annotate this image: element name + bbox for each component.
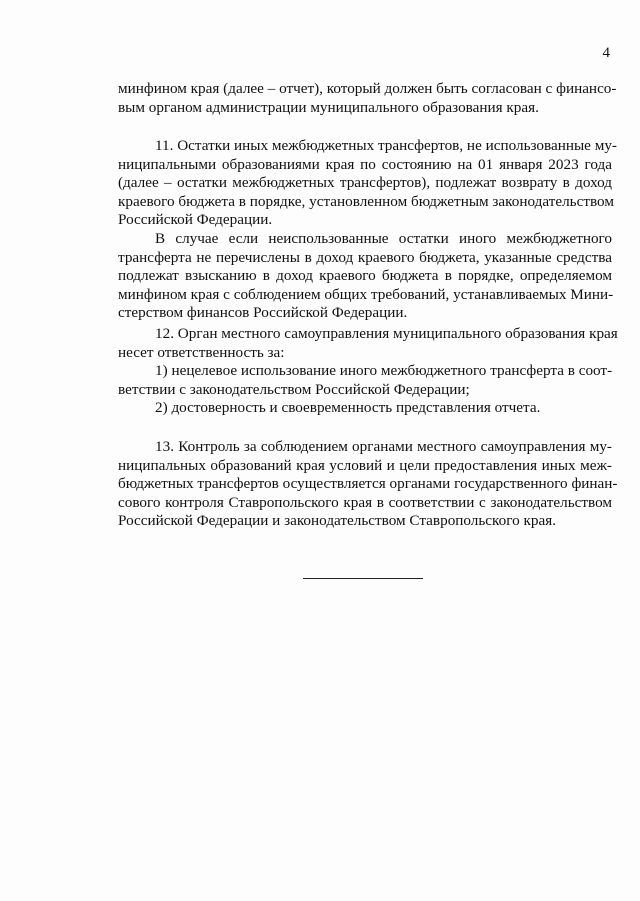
text-line: ниципальных образований края условий и цели предоставления иных меж- (118, 456, 612, 474)
text-line: несет ответственность за: (118, 343, 285, 361)
text-line: 11. Остатки иных межбюджетных трансфертов, не использованные му- (155, 137, 617, 154)
page-number: 4 (602, 45, 610, 61)
text-line: (далее – остатки межбюджетных трансфертов), подлежат возврату в доход (118, 174, 612, 192)
text-line: бюджетных трансфертов осуществляется органами государственного финан- (118, 475, 618, 493)
text-line: краевого бюджета в порядке, установленном бюджетным законодательством (118, 192, 614, 210)
text-line: минфином края (далее – отчет), который должен быть согласован с финансо- (118, 80, 617, 97)
paragraph-12 (118, 325, 618, 418)
text-line: подлежат взысканию в доход краевого бюджета в порядке, определяемом (118, 267, 612, 285)
text-line: минфином края с соблюдением общих требований, устанавливаемых Мини- (118, 285, 614, 303)
text-line: стерством финансов Российской Федерации. (118, 304, 408, 322)
text-line: В случае если неиспользованные остатки иного межбюджетного (155, 230, 612, 247)
text-line: Российской Федерации. (118, 211, 273, 229)
text-line: вым органом администрации муниципального образования края. (118, 98, 539, 116)
text-line: 12. Орган местного самоуправления муниципального образования края (155, 325, 618, 342)
text-line: сового контроля Ставропольского края в соответствии с законодательством (118, 493, 612, 511)
list-item-line: ветствии с законодательством Российской Федерации; (118, 380, 470, 398)
paragraph-11-continued (118, 230, 612, 323)
end-divider-line (303, 578, 423, 579)
paragraph-continuation (118, 80, 617, 117)
paragraph-11 (118, 137, 617, 230)
paragraph-13 (118, 438, 618, 531)
text-line: Российской Федерации и законодательством Ставропольского края. (118, 512, 556, 530)
list-item-line: 2) достоверность и своевременность представления отчета. (155, 399, 541, 417)
list-item-line: 1) нецелевое использование иного межбюджетного трансферта в соот- (155, 362, 613, 380)
text-line: 13. Контроль за соблюдением органами местного самоуправления му- (155, 438, 612, 455)
text-line: ниципальными образованиями края по состоянию на 01 января 2023 года (118, 155, 612, 173)
text-line: трансферта не перечислены в доход краевого бюджета, указанные средства (118, 248, 612, 266)
